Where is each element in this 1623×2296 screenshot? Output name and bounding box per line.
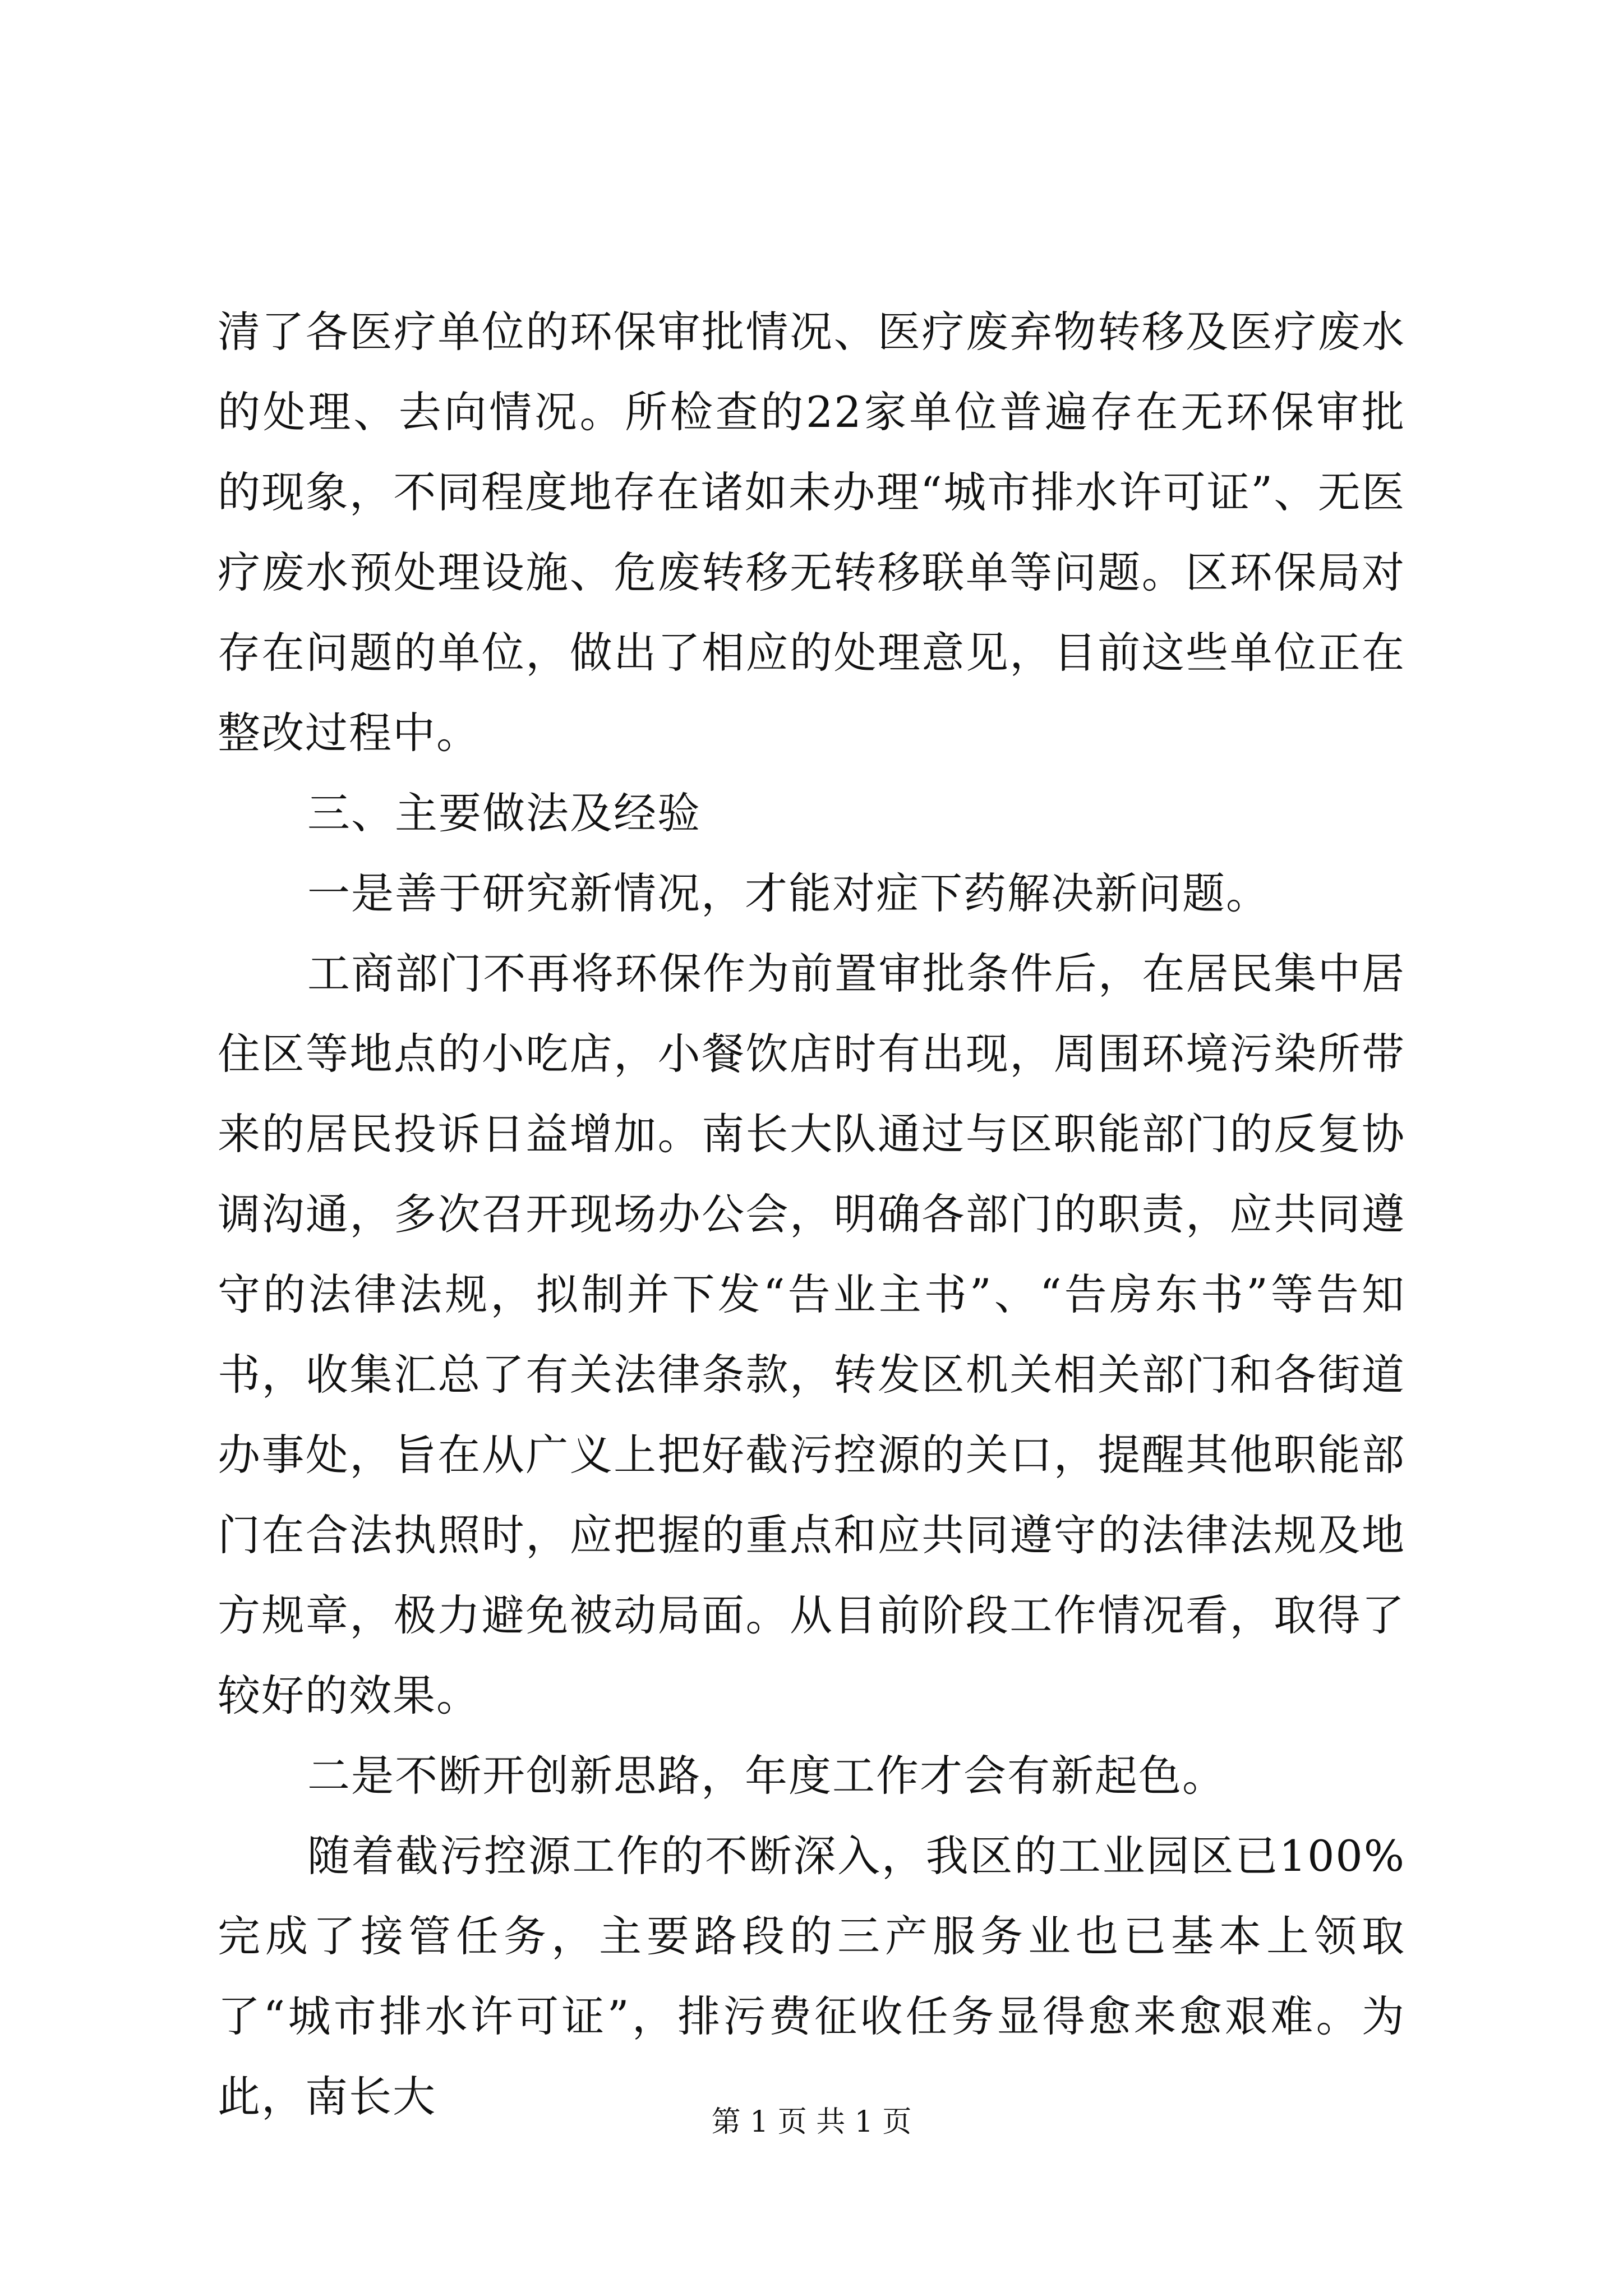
paragraph-one: 工商部门不再将环保作为前置审批条件后，在居民集中居住区等地点的小吃店，小餐饮店时有出现，周围环境污染所带来的居民投诉日益增加。南长大队通过与区职能部门的反复协调沟通，多次召开现场办公会，明确各部门的职责，应共同遵守的法律法规，拟制并下发“告业主书”、“告房东书”等告知书，收集汇总了有关法律条款，转发区机关相关部门和各街道办事处，旨在从广义上把好截污控源的关口，提醒其他职能部门在合法执照时，应把握的重点和应共同遵守的法律法规及地方规章，极力避免被动局面。从目前阶段工作情况看，取得了较好的效果。 <box>218 949 1405 1720</box>
paragraph-continuation: 清了各医疗单位的环保审批情况、医疗废弃物转移及医疗废水的处理、去向情况。所检查的22家单位普遍存在无环保审批的现象，不同程度地存在诸如未办理“城市排水许可证”、无医疗废水预处理设施、危废转移无转移联单等问题。区环保局对存在问题的单位，做出了相应的处理意见，目前这些单位正在整改过程中。 <box>218 307 1405 758</box>
subheading-one: 一是善于研究新情况，才能对症下药解决新问题。 <box>307 868 1270 918</box>
paragraph-two: 随着截污控源工作的不断深入，我区的工业园区已100%完成了接管任务，主要路段的三产服务业也已基本上领取了“城市排水许可证”，排污费征收任务显得愈来愈艰难。为此，南长大 <box>218 1831 1405 2122</box>
document-body <box>218 292 1405 2137</box>
subheading-two: 二是不断开创新思路，年度工作才会有新起色。 <box>307 1751 1226 1801</box>
section-heading: 三、主要做法及经验 <box>307 788 701 838</box>
page-footer: 第 1 页 共 1 页 <box>711 2105 912 2139</box>
